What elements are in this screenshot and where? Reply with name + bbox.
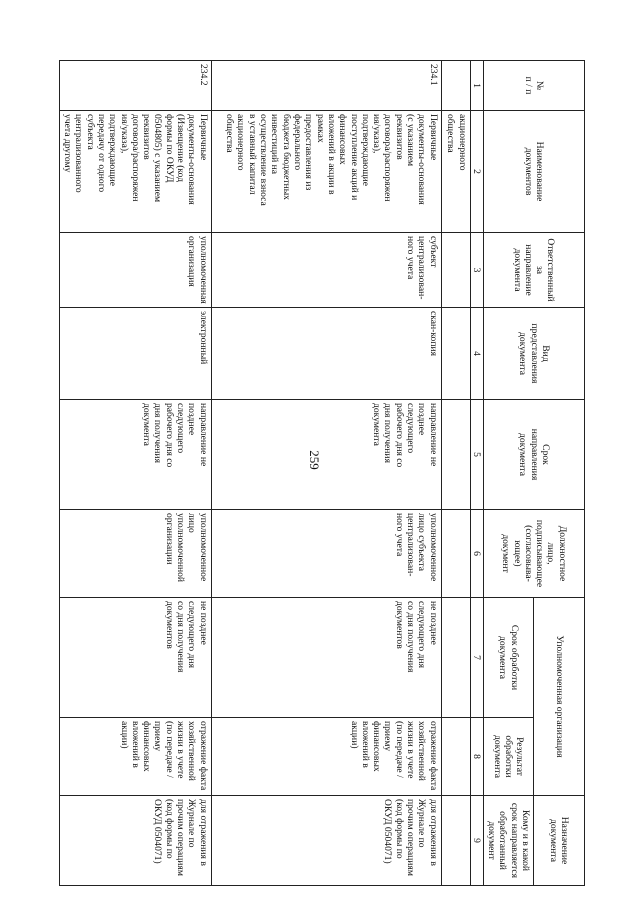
header-form: Вид представления документа bbox=[483, 308, 584, 400]
column-number: 8 bbox=[470, 718, 483, 796]
table-row bbox=[211, 61, 441, 886]
continuation-cell bbox=[441, 308, 470, 400]
rotated-table-container bbox=[62, 60, 585, 885]
row-document-name: Первичные документы-основания (с указанием реквизитов договора/распоряжен ия/указа), подтверждающие поступление акций и финансовых вложений в акции в рамках предоставления из федерального бюджета бюджетных инвестиций на осуществление взноса в уставный капитал акционерного общества bbox=[211, 111, 441, 233]
continuation-cell bbox=[441, 718, 470, 796]
table-row bbox=[59, 61, 211, 886]
row-processing-deadline: не позднее следующего дня со дня получения документов bbox=[59, 598, 211, 718]
header-signer: Должностное лицо, подписывающее (согласовыва- ющее) документ bbox=[483, 510, 584, 598]
header-number: № п / п bbox=[483, 61, 584, 111]
row-processing-result: отражение факта хозяйственной жизни в учете (по передаче / приему финансовых вложений в акции) bbox=[211, 718, 441, 796]
header-destination: Кому и в какой срок направляется обработанный документ bbox=[483, 796, 533, 886]
header-group-purpose: Назначение документа bbox=[534, 796, 585, 886]
column-number: 3 bbox=[470, 233, 483, 308]
header-group-authorized-organization: Уполномоченная организация bbox=[534, 598, 585, 796]
row-responsible: уполномоченная организация bbox=[59, 233, 211, 308]
row-destination: для отражения в Журнале по прочим операциям (код формы по ОКУД 0504071) bbox=[59, 796, 211, 886]
header-document-name: Наименование документов bbox=[483, 111, 584, 233]
column-number: 6 bbox=[470, 510, 483, 598]
row-destination: для отражения в Журнале по прочим операциям (код формы по ОКУД 0504071) bbox=[211, 796, 441, 886]
column-number: 7 bbox=[470, 598, 483, 718]
row-signer: уполномоченное лицо уполномоченной организации bbox=[59, 510, 211, 598]
header-processing-deadline: Срок обработки документа bbox=[483, 598, 533, 718]
row-form: электронный bbox=[59, 308, 211, 400]
row-signer: уполномоченное лицо субъекта централизован- ного учета bbox=[211, 510, 441, 598]
row-responsible: субъект централизован- ного учета bbox=[211, 233, 441, 308]
document-sheet bbox=[62, 60, 585, 885]
column-numbers-row bbox=[470, 61, 483, 886]
row-number: 234.2 bbox=[59, 61, 211, 111]
row-deadline: направление не позднее следующего рабочего дня со дня получения документа bbox=[59, 400, 211, 510]
row-processing-deadline: не позднее следующего дня со дня получения документов bbox=[211, 598, 441, 718]
continuation-cell bbox=[441, 233, 470, 308]
header-responsible: Ответственный за направление документа bbox=[483, 233, 584, 308]
page-number: 259 bbox=[306, 450, 322, 470]
continuation-row bbox=[441, 61, 470, 886]
header-row-1 bbox=[534, 61, 585, 886]
continuation-cell bbox=[441, 510, 470, 598]
column-number: 2 bbox=[470, 111, 483, 233]
header-processing-result: Результат обработки документа bbox=[483, 718, 533, 796]
documents-table bbox=[59, 60, 585, 886]
column-number: 1 bbox=[470, 61, 483, 111]
continuation-cell bbox=[441, 400, 470, 510]
row-processing-result: отражение факта хозяйственной жизни в учете (по передаче / приему финансовых вложений в акции) bbox=[59, 718, 211, 796]
continuation-cell bbox=[441, 61, 470, 111]
column-number: 4 bbox=[470, 308, 483, 400]
continuation-cell bbox=[441, 796, 470, 886]
header-deadline: Срок направления документа bbox=[483, 400, 584, 510]
row-number: 234.1 bbox=[211, 61, 441, 111]
column-number: 9 bbox=[470, 796, 483, 886]
continuation-cell bbox=[441, 598, 470, 718]
row-form: скан-копия bbox=[211, 308, 441, 400]
row-document-name: Первичные документы-основания (Извещение (код формы по ОКУД 0504805) с указанием реквизитов договора/распоряжен ия/указа), подтверждающие передачу от одного субъекта централизованного учета другому bbox=[59, 111, 211, 233]
continuation-document-name: акционерного общества bbox=[441, 111, 470, 233]
row-deadline: направление не позднее следующего рабочего дня со дня получения документа bbox=[211, 400, 441, 510]
column-number: 5 bbox=[470, 400, 483, 510]
